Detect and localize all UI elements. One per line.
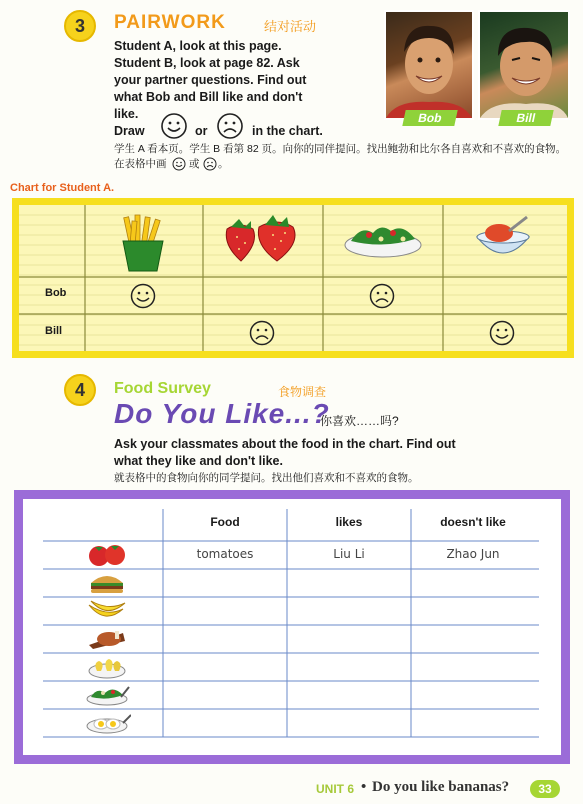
food-survey-title-cn: 食物调查 (278, 385, 327, 399)
bob-dislikes-salad-frown-icon (369, 283, 395, 309)
bill-name-tag: Bill (498, 110, 553, 126)
frown-face-icon (216, 112, 244, 140)
cell-likes-tomatoes: Liu Li (333, 547, 365, 561)
eggs-plate-icon (85, 711, 131, 735)
header-doesnt-like: doesn't like (440, 515, 506, 529)
chart-a (12, 198, 574, 358)
row-label-bill: Bill (45, 325, 63, 337)
chinese-instruction-or: 或 (189, 158, 200, 170)
bob-face-icon (386, 12, 472, 118)
section-3-number: 3 (64, 10, 96, 42)
do-you-like-heading: Do You Like...? (114, 398, 330, 429)
instruction-line-3: your partner questions. Find out (114, 73, 307, 87)
footer-title: Do you like bananas? (372, 779, 510, 795)
chinese-instruction-line-2a: 在表格中画 (114, 158, 167, 170)
footer-bullet: • (361, 779, 367, 795)
salad-plate-icon (85, 683, 131, 707)
instruction-line-4: what Bob and Bill like and don't (114, 90, 303, 104)
bob-photo (384, 10, 474, 120)
pairwork-title-cn: 结对活动 (264, 19, 317, 34)
salad-icon (341, 219, 425, 259)
survey-instruction-cn: 就表格中的食物向你的同学提问。找出他们喜欢和不喜欢的食物。 (114, 472, 419, 484)
chicken-icon (85, 627, 129, 651)
header-food: Food (210, 515, 240, 529)
food-survey-title: Food Survey (114, 380, 211, 397)
survey-table-frame (14, 490, 570, 764)
ice-cream-icon (471, 215, 535, 265)
instruction-line-1: Student A, look at this page. (114, 39, 282, 53)
pairwork-title: PAIRWORK (114, 12, 226, 33)
instruction-line-5: like. (114, 107, 139, 121)
french-fries-icon (115, 213, 171, 273)
cell-dislikes-tomatoes: Zhao Jun (446, 547, 500, 561)
chinese-instruction-line-1: 学生 A 看本页。学生 B 看第 82 页。向你的同伴提问。找出鲍勃和比尔各自喜欢和不喜欢的食物。 (114, 143, 567, 155)
bananas-icon (85, 599, 127, 623)
page-number: 33 (530, 780, 560, 798)
survey-instruction-line-2: what they like and don't like. (114, 454, 283, 468)
row-label-bob: Bob (45, 287, 67, 299)
hamburger-icon (87, 571, 127, 595)
bill-dislikes-strawberries-frown-icon (249, 320, 275, 346)
smile-face-icon (160, 112, 188, 140)
survey-instruction-line-1: Ask your classmates about the food in the chart. Find out (114, 437, 456, 451)
cell-food-tomatoes: tomatoes (196, 547, 254, 561)
pears-icon (87, 655, 127, 679)
instruction-line-2: Student B, look at page 82. Ask (114, 56, 300, 70)
in-chart-text: in the chart. (252, 124, 323, 138)
small-frown-icon (203, 157, 217, 171)
do-you-like-cn: 你喜欢……吗? (320, 414, 399, 428)
chart-a-title: Chart for Student A. (10, 182, 115, 194)
draw-word: Draw (114, 124, 145, 138)
or-word: or (195, 124, 208, 138)
chinese-instruction-end: 。 (218, 158, 229, 170)
bob-likes-fries-smile-icon (130, 283, 156, 309)
strawberries-icon (219, 213, 303, 263)
bill-face-icon (480, 12, 568, 118)
section-4-number: 4 (64, 374, 96, 406)
bob-name-tag: Bob (402, 110, 457, 126)
bill-photo (478, 10, 570, 120)
small-smile-icon (172, 157, 186, 171)
tomatoes-icon (85, 543, 131, 567)
bill-likes-ice-cream-smile-icon (489, 320, 515, 346)
header-likes: likes (335, 515, 363, 529)
footer-unit: UNIT 6 (316, 782, 355, 796)
